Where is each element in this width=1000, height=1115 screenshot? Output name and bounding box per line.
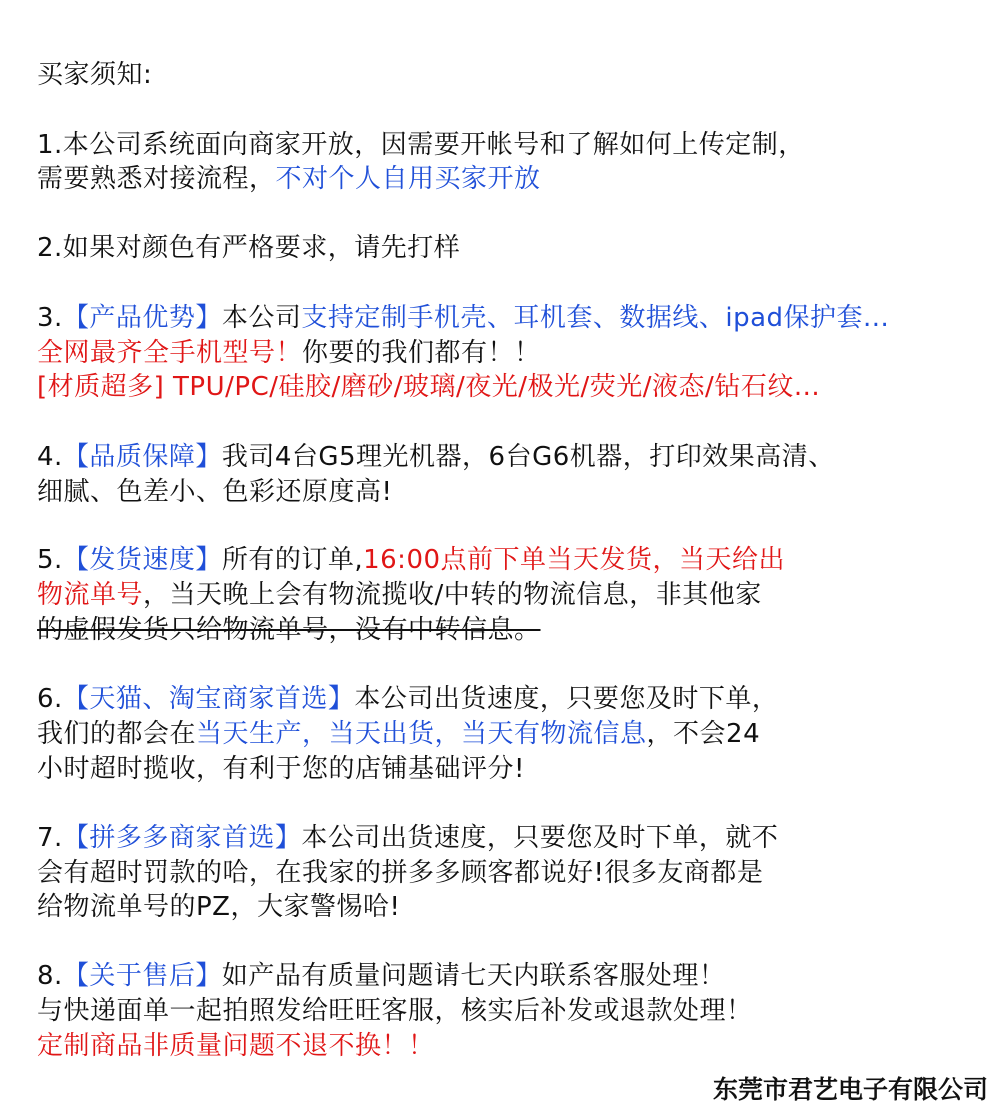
notice-3-text: 本公司 <box>221 303 302 333</box>
notice-5-line-3: 的虚假发货只给物流单号，没有中转信息。 <box>37 615 541 645</box>
notice-6-tag: 【天猫、淘宝商家首选】 <box>62 684 355 714</box>
notice-4-text: 我司4台G5理光机器，6台G6机器，打印效果高清、 <box>221 442 835 472</box>
notice-6-highlight: 当天生产，当天出货，当天有物流信息 <box>196 719 647 749</box>
notice-8-line-2: 与快递面单一起拍照发给旺旺客服，核实后补发或退款处理！ <box>37 996 753 1026</box>
notice-5-line-2 <box>37 578 762 612</box>
notice-4-line-1 <box>37 440 835 474</box>
notice-6-text-3: ，不会24 <box>646 719 761 749</box>
notice-1-highlight: 不对个人自用买家开放 <box>275 164 541 194</box>
notice-7-text: 本公司出货速度，只要您及时下单，就不 <box>301 823 779 853</box>
notice-3-red-text: 全网最齐全手机型号！ <box>37 338 303 368</box>
notice-7-tag: 【拼多多商家首选】 <box>62 823 302 853</box>
notice-7-number: 7. <box>37 823 63 853</box>
notice-1-line-1: 1.本公司系统面向商家开放，因需要开帐号和了解如何上传定制， <box>37 130 805 160</box>
notice-6-text-2: 我们的都会在 <box>37 719 197 749</box>
notice-7-line-3: 给物流单号的PZ，大家警惕哈! <box>37 892 401 922</box>
notice-7-line-1 <box>37 821 778 855</box>
notice-heading: 买家须知: <box>37 60 153 90</box>
notice-8-line-1 <box>37 959 725 993</box>
notice-5-tag: 【发货速度】 <box>62 545 222 575</box>
notice-5-red-text-2: 物流单号 <box>37 580 144 610</box>
notice-3-line-1 <box>37 301 889 335</box>
notice-4-line-2: 细腻、色差小、色彩还原度高! <box>37 477 393 507</box>
notice-3-text-2: 你要的我们都有！！ <box>302 338 541 368</box>
notice-5-red-text: 16:00点前下单当天发货，当天给出 <box>363 545 786 575</box>
notice-2-line-1: 2.如果对颜色有严格要求，请先打样 <box>37 233 461 263</box>
notice-4-tag: 【品质保障】 <box>62 442 222 472</box>
notice-3-number: 3. <box>37 303 63 333</box>
notice-3-tag: 【产品优势】 <box>62 303 222 333</box>
notice-1-text: 需要熟悉对接流程， <box>37 164 276 194</box>
notice-1-line-2 <box>37 162 541 196</box>
notice-8-line-3: 定制商品非质量问题不退不换！！ <box>37 1031 435 1061</box>
notice-6-line-3: 小时超时揽收，有利于您的店铺基础评分! <box>37 754 525 784</box>
notice-3-line-3: [材质超多] TPU/PC/硅胶/磨砂/玻璃/夜光/极光/荧光/液态/钻石纹... <box>37 372 821 402</box>
notice-7-line-2: 会有超时罚款的哈，在我家的拼多多顾客都说好!很多友商都是 <box>37 858 764 888</box>
notice-6-text: 本公司出货速度，只要您及时下单， <box>354 684 779 714</box>
notice-6-line-1 <box>37 682 778 716</box>
notice-8-text: 如产品有质量问题请七天内联系客服处理！ <box>221 961 726 991</box>
notice-3-highlight: 支持定制手机壳、耳机套、数据线、ipad保护套... <box>301 303 890 333</box>
notice-6-line-2 <box>37 717 760 751</box>
notice-5-text-2: ，当天晚上会有物流揽收/中转的物流信息，非其他家 <box>143 580 762 610</box>
notice-4-number: 4. <box>37 442 63 472</box>
company-name: 东莞市君艺电子有限公司 <box>712 1075 988 1104</box>
notice-5-number: 5. <box>37 545 63 575</box>
notice-8-tag: 【关于售后】 <box>62 961 222 991</box>
notice-5-line-1 <box>37 543 785 577</box>
notice-6-number: 6. <box>37 684 63 714</box>
notice-8-number: 8. <box>37 961 63 991</box>
notice-3-line-2 <box>37 336 541 370</box>
notice-5-text: 所有的订单, <box>221 545 364 575</box>
